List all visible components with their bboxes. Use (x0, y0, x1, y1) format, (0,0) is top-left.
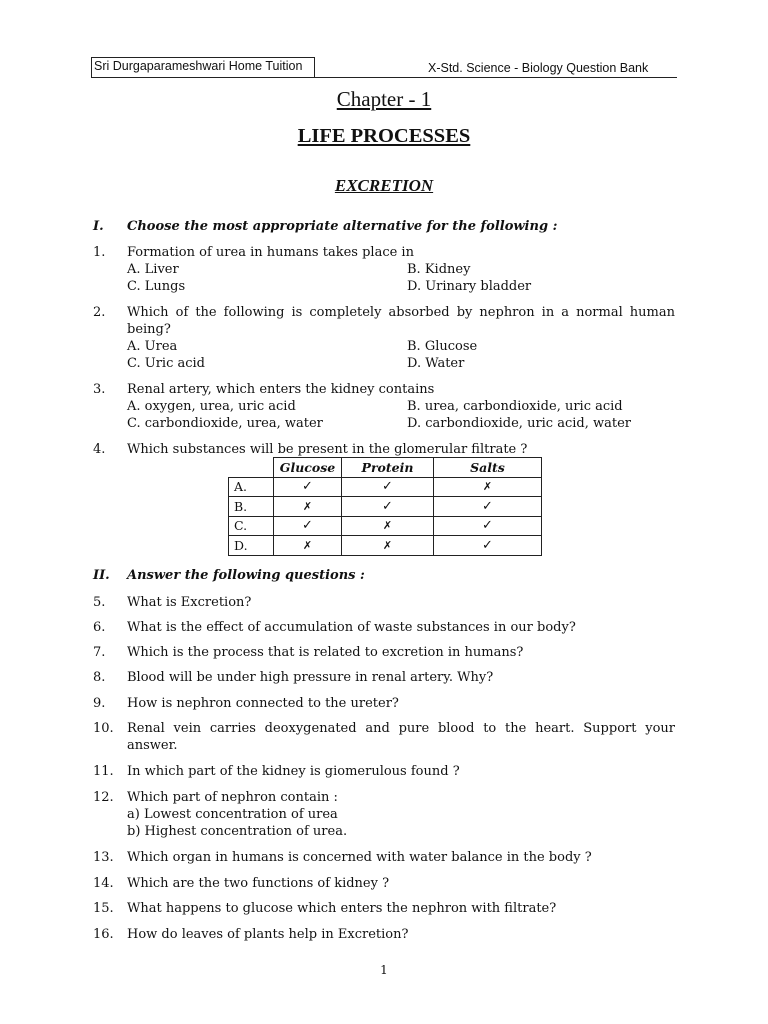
option-a: A. oxygen, urea, uric acid (127, 399, 296, 414)
option-c: C. Uric acid (127, 356, 205, 371)
option-d: D. carbondioxide, uric acid, water (407, 416, 632, 431)
question-text: Which substances will be present in the glomerular filtrate ? (127, 442, 528, 457)
cross-icon: ✗ (434, 477, 542, 497)
question-number: 1. (93, 245, 106, 260)
check-icon: ✓ (434, 497, 542, 517)
section-subtitle: EXCRETION (334, 176, 434, 195)
question-number: 5. (93, 595, 106, 610)
page-title: LIFE PROCESSES (297, 125, 471, 147)
table-row (229, 516, 542, 536)
cross-icon: ✗ (342, 536, 434, 556)
table-row (229, 497, 542, 517)
question-text: Which of the following is completely absorbed by nephron in a normal human (127, 305, 675, 320)
table-corner-cell (229, 458, 274, 478)
section-heading: Answer the following questions : (127, 568, 365, 583)
question-number: 11. (93, 764, 114, 779)
sub-item: a) Lowest concentration of urea (127, 807, 338, 822)
question-text-continued: answer. (127, 738, 178, 753)
row-label: C. (229, 516, 274, 536)
option-d: D. Urinary bladder (407, 279, 532, 294)
section-number: I. (93, 219, 104, 234)
check-icon: ✓ (274, 477, 342, 497)
question-text: Formation of urea in humans takes place in (127, 245, 414, 260)
option-b: B. Glucose (407, 339, 478, 354)
section-number: II. (93, 568, 110, 583)
question-number: 12. (93, 790, 114, 805)
question-text: Blood will be under high pressure in renal artery. Why? (127, 670, 494, 685)
question-number: 4. (93, 442, 106, 457)
row-label: A. (229, 477, 274, 497)
column-header-salts: Salts (434, 458, 542, 478)
cross-icon: ✗ (342, 516, 434, 536)
question-number: 8. (93, 670, 106, 685)
check-icon: ✓ (434, 536, 542, 556)
question-text: What is Excretion? (127, 595, 252, 610)
table-row (229, 536, 542, 556)
column-header-protein: Protein (342, 458, 434, 478)
option-a: A. Liver (127, 262, 179, 277)
question-number: 9. (93, 696, 106, 711)
question-text: What is the effect of accumulation of waste substances in our body? (127, 620, 576, 635)
question-text: Renal vein carries deoxygenated and pure blood to the heart. Support your (127, 721, 675, 736)
chapter-heading: Chapter - 1 (336, 87, 432, 111)
option-c: C. Lungs (127, 279, 186, 294)
header-subject: X-Std. Science - Biology Question Bank (428, 61, 649, 75)
option-c: C. carbondioxide, urea, water (127, 416, 323, 431)
section-heading: Choose the most appropriate alternative for the following : (127, 219, 558, 234)
column-header-glucose: Glucose (274, 458, 342, 478)
question-number: 14. (93, 876, 114, 891)
question-number: 10. (93, 721, 114, 736)
question-number: 15. (93, 901, 114, 916)
option-a: A. Urea (127, 339, 178, 354)
glomerular-filtrate-table (228, 457, 542, 556)
option-b: B. Kidney (407, 262, 471, 277)
table-header-row (229, 458, 542, 478)
question-text: Which organ in humans is concerned with water balance in the body ? (127, 850, 592, 865)
check-icon: ✓ (274, 516, 342, 536)
sub-item: b) Highest concentration of urea. (127, 824, 348, 839)
question-number: 16. (93, 927, 114, 942)
question-text-continued: being? (127, 322, 171, 337)
option-b: B. urea, carbondioxide, uric acid (407, 399, 623, 414)
header-rule (315, 77, 677, 78)
question-text: How is nephron connected to the ureter? (127, 696, 399, 711)
question-text: Which is the process that is related to excretion in humans? (127, 645, 524, 660)
question-text: How do leaves of plants help in Excretion? (127, 927, 409, 942)
question-text: Which are the two functions of kidney ? (127, 876, 390, 891)
cross-icon: ✗ (274, 497, 342, 517)
check-icon: ✓ (434, 516, 542, 536)
option-d: D. Water (407, 356, 465, 371)
check-icon: ✓ (342, 497, 434, 517)
question-text: Which part of nephron contain : (127, 790, 338, 805)
question-number: 13. (93, 850, 114, 865)
row-label: D. (229, 536, 274, 556)
page-number: 1 (380, 963, 388, 977)
question-text: What happens to glucose which enters the nephron with filtrate? (127, 901, 557, 916)
check-icon: ✓ (342, 477, 434, 497)
question-number: 2. (93, 305, 106, 320)
question-text: In which part of the kidney is giomerulous found ? (127, 764, 460, 779)
table-row (229, 477, 542, 497)
question-text: Renal artery, which enters the kidney contains (127, 382, 435, 397)
question-number: 7. (93, 645, 106, 660)
question-number: 3. (93, 382, 106, 397)
cross-icon: ✗ (274, 536, 342, 556)
question-number: 6. (93, 620, 106, 635)
row-label: B. (229, 497, 274, 517)
header-school-name: Sri Durgaparameshwari Home Tuition (91, 57, 315, 78)
